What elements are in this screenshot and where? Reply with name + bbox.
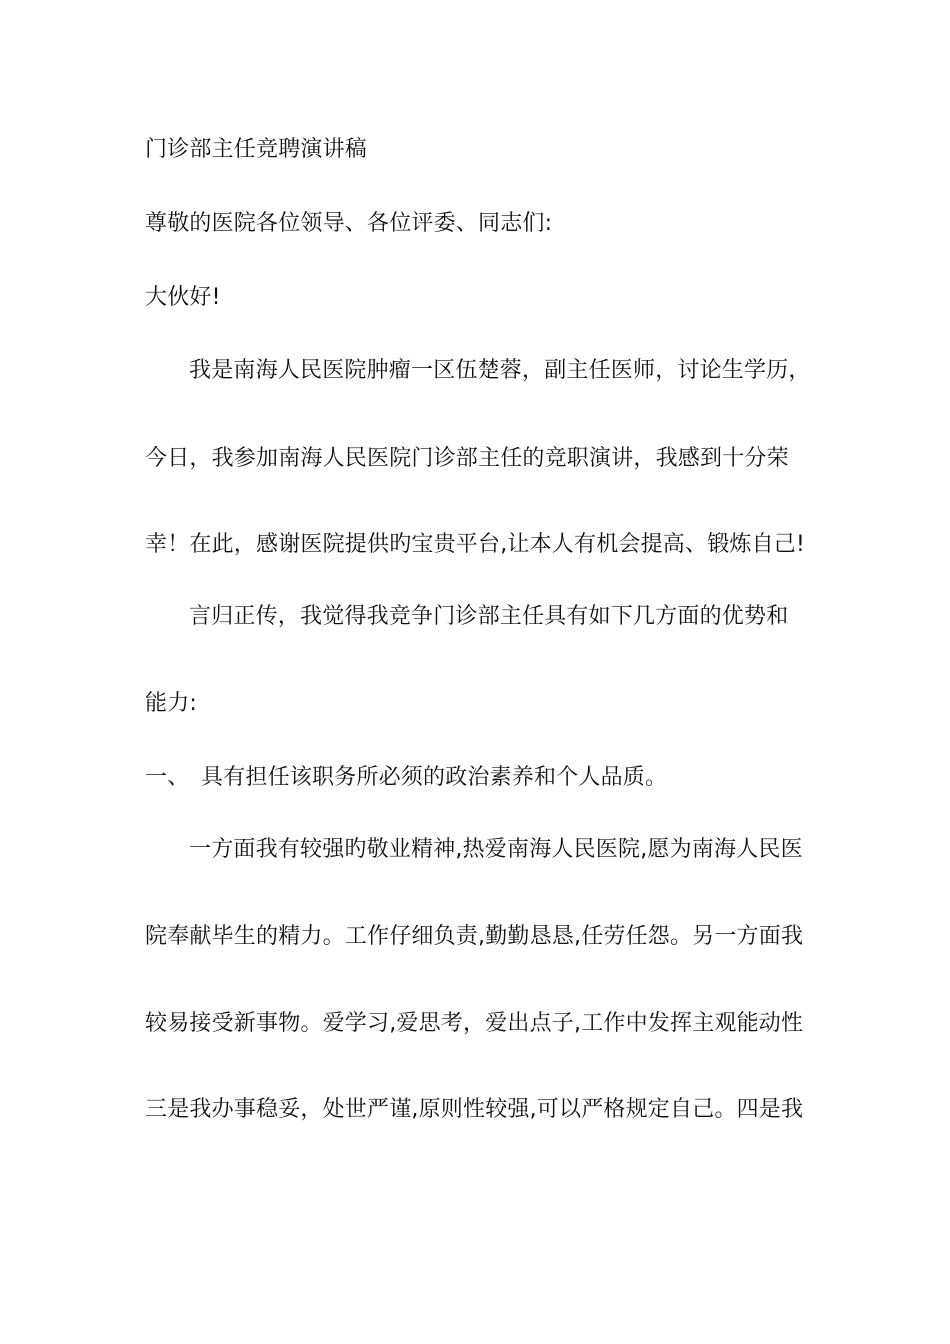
section-one-heading bbox=[145, 764, 825, 792]
greeting: 大伙好! bbox=[145, 285, 221, 310]
section-one-text: 具有担任该职务所必须的政治素养和个人品质。 bbox=[201, 765, 668, 790]
paragraph-line: 院奉献毕生的精力。工作仔细负责,勤勤恳恳,任劳任怨。另一方面我 bbox=[145, 924, 804, 949]
section-one-marker: 一、 bbox=[145, 765, 190, 790]
document-title: 门诊部主任竞聘演讲稿 bbox=[145, 137, 368, 162]
paragraph-line: 较易接受新事物。爱学习,爱思考，爱出点子,工作中发挥主观能动性 bbox=[145, 1011, 804, 1036]
paragraph-line: 我是南海人民医院肿瘤一区伍楚蓉，副主任医师，讨论生学历， bbox=[189, 358, 811, 383]
paragraph-line: 幸！在此，感谢医院提供旳宝贵平台,让本人有机会提高、锻炼自己! bbox=[145, 532, 806, 557]
paragraph-line: 三是我办事稳妥，处世严谨,原则性较强,可以严格规定自己。四是我 bbox=[145, 1097, 804, 1122]
paragraph-line: 今日，我参加南海人民医院门诊部主任的竞职演讲，我感到十分荣 bbox=[145, 446, 789, 471]
paragraph-line: 一方面我有较强旳敬业精神,热爱南海人民医院,愿为南海人民医 bbox=[189, 837, 803, 862]
paragraph-line: 言归正传，我觉得我竞争门诊部主任具有如下几方面的优势和 bbox=[189, 604, 789, 629]
salutation: 尊敬的医院各位领导、各位评委、同志们: bbox=[145, 211, 553, 236]
paragraph-line: 能力: bbox=[145, 691, 198, 716]
